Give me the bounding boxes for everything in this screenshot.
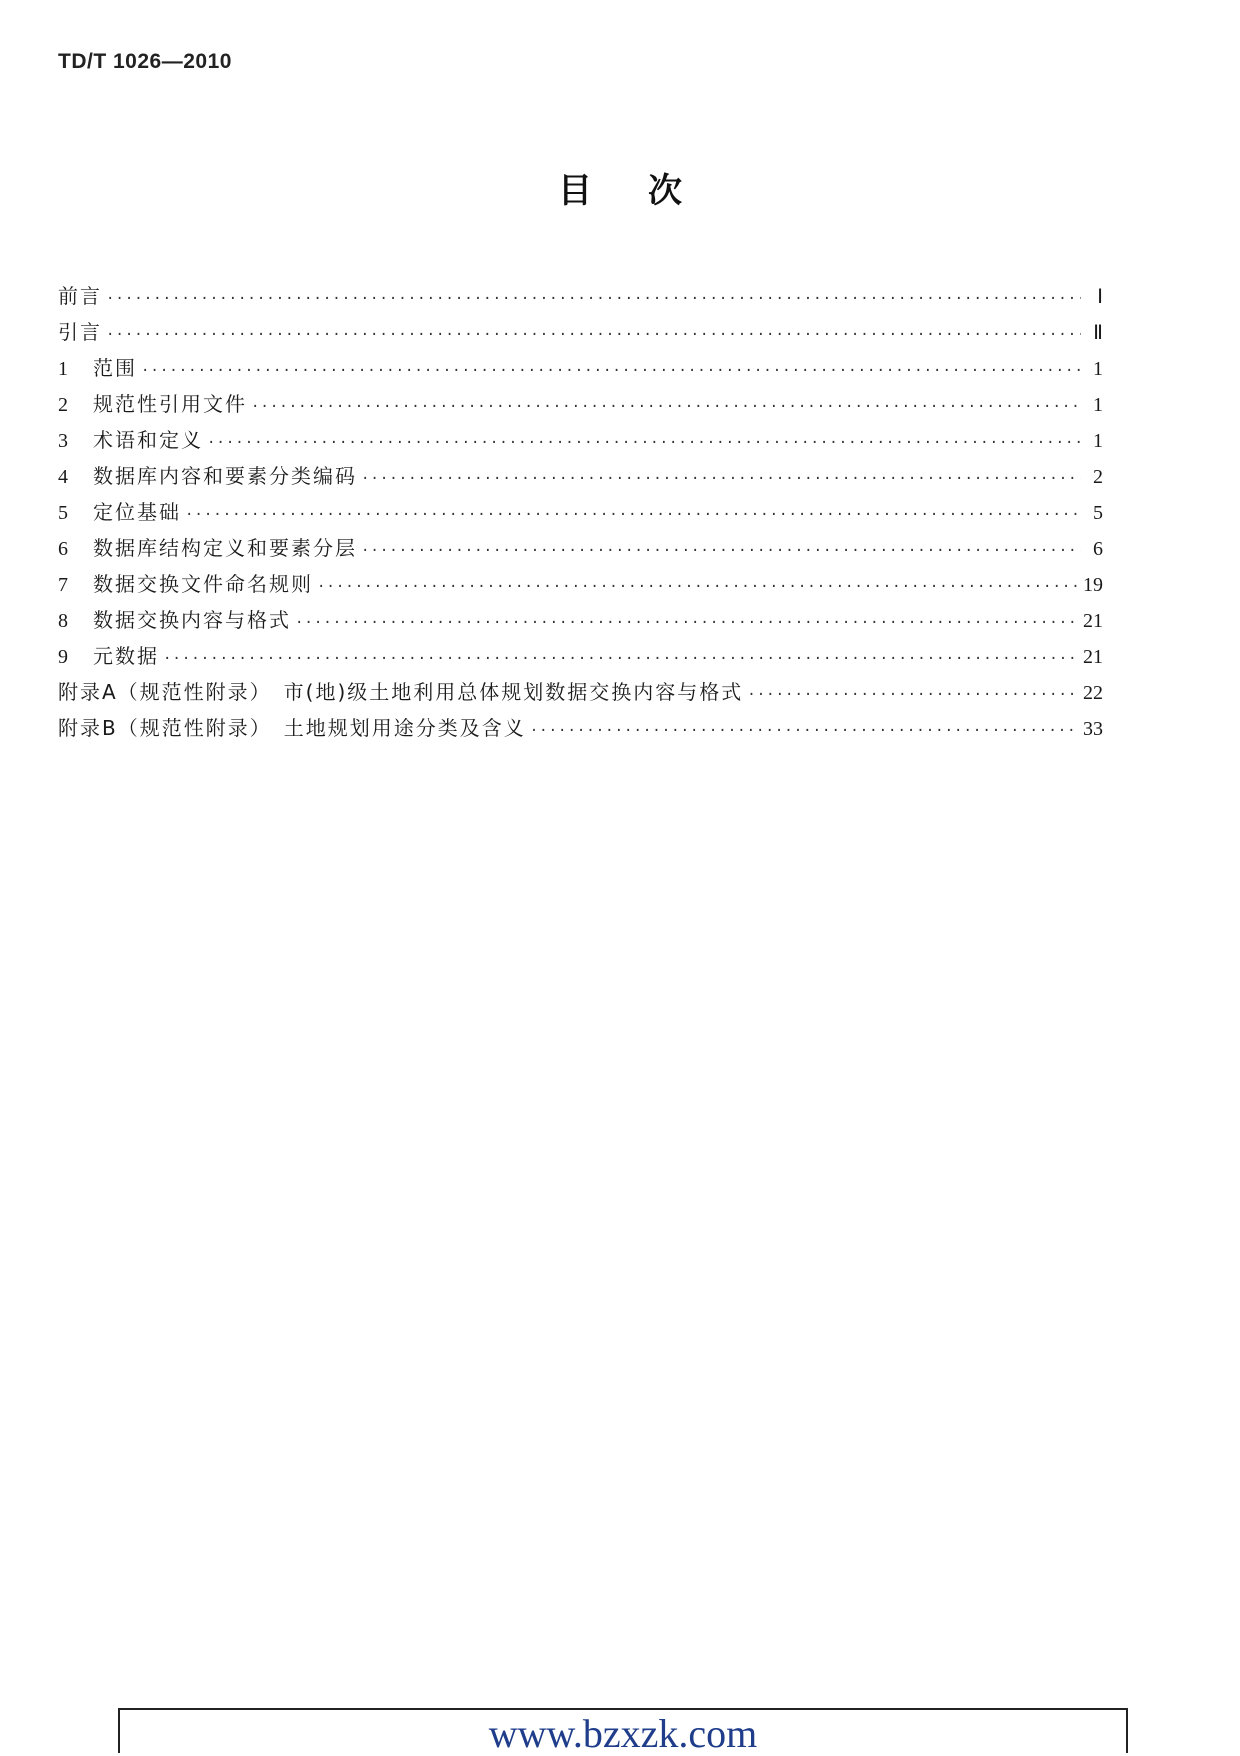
toc-leader-dots (361, 461, 1081, 497)
toc-entry-page: 1 (1093, 358, 1103, 380)
toc-leader-dots (141, 353, 1081, 389)
toc-entry-number: 3 (58, 430, 68, 452)
toc-entry-label: 附录A（规范性附录） 市(地)级土地利用总体规划数据交换内容与格式 (58, 680, 744, 704)
toc-entry-page: 22 (1083, 682, 1103, 704)
toc-entry-page: 6 (1093, 538, 1103, 560)
standard-code: TD/T 1026—2010 (58, 50, 232, 73)
toc-entry-page: 21 (1083, 646, 1103, 668)
toc-entry-1[interactable] (58, 350, 1103, 386)
toc-leader-dots (361, 533, 1081, 569)
toc-entry-label: 数据库结构定义和要素分层 (93, 536, 357, 560)
table-of-contents (58, 278, 1103, 746)
toc-entry-page: 33 (1083, 718, 1103, 740)
toc-leader-dots (207, 425, 1081, 461)
toc-entry-number: 7 (58, 574, 68, 596)
toc-entry-page: 19 (1083, 574, 1103, 596)
toc-entry-label: 术语和定义 (93, 428, 203, 452)
toc-leader-dots (295, 605, 1079, 641)
toc-entry-introduction[interactable] (58, 314, 1103, 350)
toc-entry-label: 定位基础 (93, 500, 181, 524)
toc-entry-page: 1 (1093, 430, 1103, 452)
toc-entry-number: 2 (58, 394, 68, 416)
toc-entry-label: 引言 (58, 320, 102, 344)
toc-leader-dots (317, 569, 1079, 605)
toc-entry-9[interactable] (58, 638, 1103, 674)
toc-entry-8[interactable] (58, 602, 1103, 638)
toc-entry-number: 8 (58, 610, 68, 632)
toc-entry-page: 21 (1083, 610, 1103, 632)
toc-leader-dots (185, 497, 1081, 533)
toc-entry-6[interactable] (58, 530, 1103, 566)
toc-entry-page: Ⅰ (1097, 286, 1103, 308)
toc-leader-dots (747, 677, 1079, 713)
toc-entry-page: 1 (1093, 394, 1103, 416)
toc-entry-label: 规范性引用文件 (93, 392, 247, 416)
toc-leader-dots (163, 641, 1079, 677)
toc-entry-number: 1 (58, 358, 68, 380)
toc-leader-dots (106, 281, 1081, 317)
footer-url[interactable]: www.bzxzk.com (488, 1711, 758, 1756)
toc-leader-dots (251, 389, 1081, 425)
toc-entry-number: 5 (58, 502, 68, 524)
toc-entry-appendix-a[interactable] (58, 674, 1103, 710)
toc-entry-label: 附录B（规范性附录） 土地规划用途分类及含义 (58, 716, 526, 740)
toc-leader-dots (530, 713, 1079, 749)
toc-entry-page: Ⅱ (1093, 322, 1103, 344)
toc-entry-2[interactable] (58, 386, 1103, 422)
toc-leader-dots (106, 317, 1081, 353)
toc-entry-3[interactable] (58, 422, 1103, 458)
toc-entry-5[interactable] (58, 494, 1103, 530)
toc-entry-page: 5 (1093, 502, 1103, 524)
toc-entry-label: 数据库内容和要素分类编码 (93, 464, 357, 488)
toc-entry-number: 6 (58, 538, 68, 560)
toc-entry-number: 4 (58, 466, 68, 488)
toc-entry-label: 范围 (93, 356, 137, 380)
toc-entry-page: 2 (1093, 466, 1103, 488)
footer-watermark-box (118, 1708, 1128, 1756)
toc-entry-number: 9 (58, 646, 68, 668)
toc-entry-label: 数据交换文件命名规则 (93, 572, 313, 596)
page-title: 目次 (558, 171, 738, 211)
toc-entry-label: 数据交换内容与格式 (93, 608, 291, 632)
toc-entry-7[interactable] (58, 566, 1103, 602)
toc-entry-preface[interactable] (58, 278, 1103, 314)
toc-entry-4[interactable] (58, 458, 1103, 494)
toc-entry-label: 前言 (58, 284, 102, 308)
toc-entry-label: 元数据 (93, 644, 159, 668)
toc-entry-appendix-b[interactable] (58, 710, 1103, 746)
